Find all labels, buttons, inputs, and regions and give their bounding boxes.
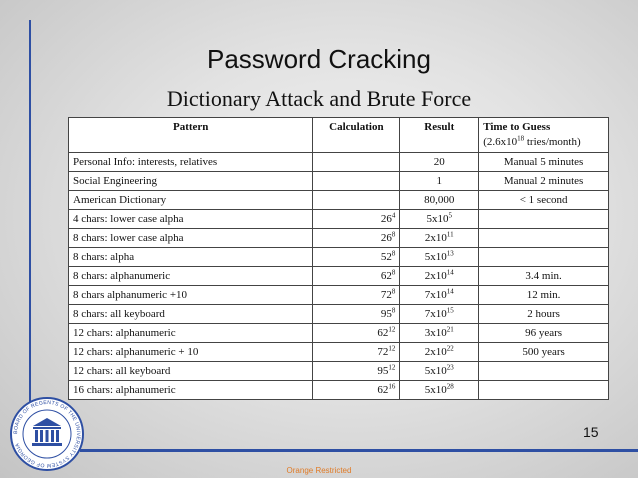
- calc-base: 26: [380, 212, 392, 225]
- result-exponent: 13: [446, 248, 454, 257]
- result-base: 80,000: [424, 193, 455, 206]
- cell-calculation: [313, 343, 400, 362]
- cell-time-to-guess: 96 years: [479, 324, 609, 343]
- cell-result: [400, 229, 479, 248]
- university-seal-logo: [9, 396, 85, 472]
- table-row: [69, 305, 609, 324]
- result-base: 2x10: [424, 345, 447, 358]
- table-body: [69, 153, 609, 400]
- result-exponent: 23: [446, 362, 454, 371]
- cell-pattern: 8 chars alphanumeric +10: [69, 286, 313, 305]
- header-calculation: Calculation: [313, 118, 400, 153]
- cell-pattern: Social Engineering: [69, 172, 313, 191]
- result-base: 5x10: [426, 212, 449, 225]
- header-time-rate-tail: tries/month): [524, 136, 581, 148]
- calc-exponent: 16: [388, 381, 396, 390]
- cell-time-to-guess: [479, 229, 609, 248]
- footer-classification-label: Orange Restricted: [286, 466, 352, 475]
- calc-base: 72: [377, 345, 389, 358]
- slide-title: Password Cracking: [207, 44, 431, 74]
- cell-pattern: 12 chars: all keyboard: [69, 362, 313, 381]
- result-exponent: 11: [446, 229, 454, 238]
- cell-calculation: [313, 248, 400, 267]
- calc-base: 72: [380, 288, 392, 301]
- cell-result: [400, 324, 479, 343]
- table-header-row: [69, 118, 609, 153]
- table-row: [69, 267, 609, 286]
- cell-calculation: [313, 172, 400, 191]
- table-row: [69, 343, 609, 362]
- cell-result: [400, 267, 479, 286]
- calc-exponent: 8: [391, 248, 396, 257]
- calc-base: 95: [380, 307, 392, 320]
- calc-exponent: 12: [388, 362, 396, 371]
- result-base: 2x10: [424, 231, 447, 244]
- cell-result: [400, 248, 479, 267]
- cell-calculation: [313, 229, 400, 248]
- result-base: 7x10: [424, 307, 447, 320]
- cell-time-to-guess: [479, 381, 609, 400]
- password-cracking-table: [68, 117, 609, 400]
- cell-time-to-guess: [479, 248, 609, 267]
- calc-base: 52: [380, 250, 392, 263]
- calc-base: 62: [377, 326, 389, 339]
- result-base: 2x10: [424, 269, 447, 282]
- result-base: 20: [433, 155, 445, 168]
- calc-base: 95: [377, 364, 389, 377]
- cell-pattern: 8 chars: lower case alpha: [69, 229, 313, 248]
- table-row: [69, 286, 609, 305]
- cell-time-to-guess: < 1 second: [479, 191, 609, 210]
- cell-result: [400, 381, 479, 400]
- header-time-to-guess: [479, 118, 609, 153]
- table-row: [69, 381, 609, 400]
- cell-calculation: [313, 324, 400, 343]
- cell-time-to-guess: 500 years: [479, 343, 609, 362]
- calc-exponent: 12: [388, 343, 396, 352]
- left-vertical-rule: [29, 20, 31, 410]
- cell-calculation: [313, 267, 400, 286]
- result-base: 5x10: [424, 250, 447, 263]
- cell-pattern: 8 chars: alpha: [69, 248, 313, 267]
- table-row: [69, 191, 609, 210]
- cell-pattern: 16 chars: alphanumeric: [69, 381, 313, 400]
- header-time-rate-base: (2.6x10: [483, 136, 518, 148]
- cell-time-to-guess: 2 hours: [479, 305, 609, 324]
- result-base: 1: [436, 174, 443, 187]
- cell-time-to-guess: Manual 2 minutes: [479, 172, 609, 191]
- cell-calculation: [313, 305, 400, 324]
- cell-result: [400, 305, 479, 324]
- result-exponent: 21: [446, 324, 454, 333]
- calc-exponent: 8: [391, 229, 396, 238]
- table-row: [69, 362, 609, 381]
- calc-exponent: 12: [388, 324, 396, 333]
- cell-calculation: [313, 191, 400, 210]
- cell-calculation: [313, 286, 400, 305]
- result-base: 5x10: [424, 364, 447, 377]
- cell-result: [400, 362, 479, 381]
- cell-pattern: 12 chars: alphanumeric + 10: [69, 343, 313, 362]
- cell-pattern: Personal Info: interests, relatives: [69, 153, 313, 172]
- cell-calculation: [313, 210, 400, 229]
- result-base: 5x10: [424, 383, 447, 396]
- result-exponent: 22: [446, 343, 454, 352]
- calc-base: 62: [377, 383, 389, 396]
- header-result: Result: [400, 118, 479, 153]
- table-row: [69, 324, 609, 343]
- header-time-label: Time to Guess: [483, 121, 551, 133]
- table-row: [69, 229, 609, 248]
- cell-result: [400, 210, 479, 229]
- header-pattern: Pattern: [69, 118, 313, 153]
- table-row: [69, 153, 609, 172]
- calc-base: 62: [380, 269, 392, 282]
- calc-exponent: 8: [391, 305, 396, 314]
- cell-pattern: 4 chars: lower case alpha: [69, 210, 313, 229]
- cell-pattern: American Dictionary: [69, 191, 313, 210]
- calc-exponent: 8: [391, 286, 396, 295]
- header-time-rate-exp: 18: [517, 134, 525, 143]
- calc-exponent: 4: [391, 210, 396, 219]
- table-row: [69, 210, 609, 229]
- cell-calculation: [313, 153, 400, 172]
- calc-exponent: 8: [391, 267, 396, 276]
- seal-text: BOARD OF REGENTS OF THE UNIVERSITY SYSTEM OF GEORGIA: [12, 399, 82, 469]
- cell-calculation: [313, 362, 400, 381]
- cell-result: [400, 191, 479, 210]
- calc-base: 26: [380, 231, 392, 244]
- result-exponent: 14: [446, 267, 454, 276]
- bottom-horizontal-rule: [80, 449, 638, 452]
- cell-time-to-guess: 12 min.: [479, 286, 609, 305]
- header-time-rate: [483, 136, 604, 149]
- slide-subtitle: Dictionary Attack and Brute Force: [166, 86, 472, 111]
- cell-pattern: 12 chars: alphanumeric: [69, 324, 313, 343]
- result-exponent: 5: [448, 210, 453, 219]
- cell-result: [400, 153, 479, 172]
- cell-pattern: 8 chars: all keyboard: [69, 305, 313, 324]
- page-number: 15: [583, 424, 599, 440]
- result-base: 3x10: [424, 326, 447, 339]
- cell-pattern: 8 chars: alphanumeric: [69, 267, 313, 286]
- result-exponent: 28: [446, 381, 454, 390]
- table-row: [69, 248, 609, 267]
- result-base: 7x10: [424, 288, 447, 301]
- cell-time-to-guess: 3.4 min.: [479, 267, 609, 286]
- cell-time-to-guess: Manual 5 minutes: [479, 153, 609, 172]
- result-exponent: 14: [446, 286, 454, 295]
- cell-result: [400, 286, 479, 305]
- table-row: [69, 172, 609, 191]
- result-exponent: 15: [446, 305, 454, 314]
- cell-result: [400, 343, 479, 362]
- cell-calculation: [313, 381, 400, 400]
- cell-result: [400, 172, 479, 191]
- cell-time-to-guess: [479, 210, 609, 229]
- cell-time-to-guess: [479, 362, 609, 381]
